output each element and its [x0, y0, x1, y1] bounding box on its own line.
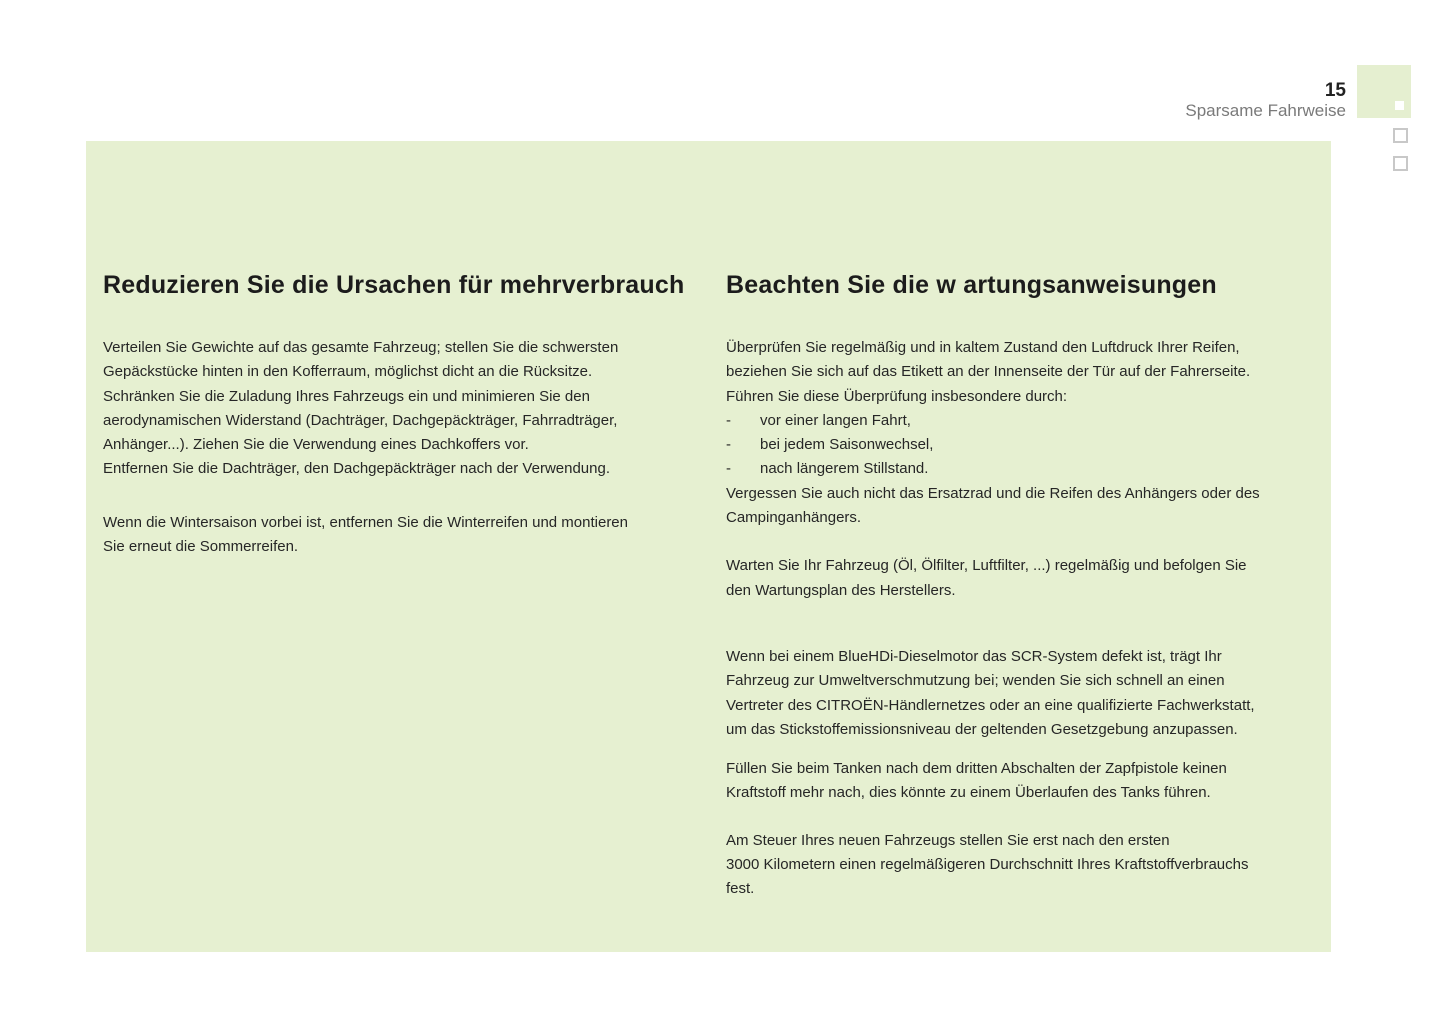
chapter-tab-box [1393, 156, 1408, 171]
list-item: - nach längerem Stillstand. [726, 460, 929, 478]
chapter-tab-marker [1395, 101, 1404, 110]
left-column [103, 268, 703, 559]
right-paragraph-5: Am Steuer Ihres neuen Fahrzeugs stellen Sie erst nach den ersten 3000 Kilometern einen regelmäßigeren Durchschnitt Ihres Kraftstoffverbrauchs fest. [726, 831, 1249, 898]
left-heading: Reduzieren Sie die Ursachen für mehrverbrauch [103, 271, 685, 299]
right-paragraph-4: Füllen Sie beim Tanken nach dem dritten Abschalten der Zapfpistole keinen Kraftstoff mehr nach, dies könnte zu einem Überlaufen des Tanks führen. [726, 760, 1227, 802]
list-item: - vor einer langen Fahrt, [726, 411, 911, 429]
right-paragraph-1: Überprüfen Sie regelmäßig und in kaltem Zustand den Luftdruck Ihrer Reifen, beziehen Sie sich auf das Etikett an der Innenseite der Tür auf der Fahrerseite. Führen Sie diese Überprüfung insbesondere durch: [726, 339, 1251, 405]
left-paragraph-2: Wenn die Wintersaison vorbei ist, entfernen Sie die Winterreifen und montieren Sie erneut die Sommerreifen. [103, 513, 628, 556]
chapter-tab-active [1357, 65, 1411, 118]
right-heading: Beachten Sie die w artungsanweisungen [726, 271, 1217, 299]
right-column [726, 268, 1326, 902]
left-paragraph-1: Verteilen Sie Gewichte auf das gesamte Fahrzeug; stellen Sie die schwersten Gepäckstücke hinten in den Kofferraum, möglichst dicht an die Rücksitze. Schränken Sie die Zuladung Ihres Fahrzeugs ein und minimieren Sie den aerodynamischen Widerstand (Dachträger, Dachgepäckträger, Fahrradträger, Anhänger...). Ziehen Sie die Verwendung eines Dachkoffers vor. Entfernen Sie die Dachträger, den Dachgepäckträger nach der Verwendung. [103, 339, 619, 478]
list-item: - bei jedem Saisonwechsel, [726, 436, 934, 454]
right-paragraph-3: Wenn bei einem BlueHDi-Dieselmotor das SCR-System defekt ist, trägt Ihr Fahrzeug zur Umweltverschmutzung bei; wenden Sie sich schnell an einen Vertreter des CITROËN-Händlernetzes oder an eine qualifizierte Fachwerkstatt, um das Stickstoffemissionsniveau der geltenden Gesetzgebung anzupassen. [726, 647, 1255, 738]
section-title: Sparsame Fahrweise [1185, 101, 1346, 120]
right-paragraph-1b: Vergessen Sie auch nicht das Ersatzrad und die Reifen des Anhängers oder des Campinganhängers. [726, 484, 1260, 527]
chapter-tab-box [1393, 128, 1408, 143]
page-number: 15 [1324, 80, 1346, 101]
right-paragraph-2: Warten Sie Ihr Fahrzeug (Öl, Ölfilter, Luftfilter, ...) regelmäßig und befolgen Sie den Wartungsplan des Herstellers. [726, 557, 1247, 599]
